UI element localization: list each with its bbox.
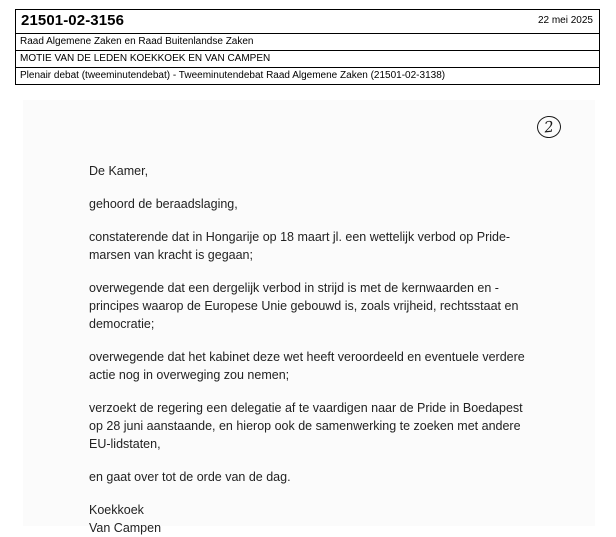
page-number-stamp: 2 [536,115,562,139]
motion-title-row: MOTIE VAN DE LEDEN KOEKKOEK EN VAN CAMPEN [16,50,599,67]
signatory: Van Campen [89,521,162,535]
document-date: 22 mei 2025 [537,15,593,26]
motion-page [23,100,595,535]
motion-paragraph: overwegende dat een dergelijk verbod in strijd is met de kernwaarden en -principes waarop de Europese Unie gebouwd is, zoals vrijheid, rechtsstaat en democratie; [89,281,519,331]
motion-paragraph: verzoekt de regering een delegatie af te vaardigen naar de Pride in Boedapest op 28 juni aanstaande, en hierop ook de samenwerking te zoeken met andere EU-lidstaten, [89,401,523,451]
signatory: Koekkoek [89,503,144,517]
signatures [89,501,529,537]
header-top-row [16,10,599,33]
motion-paragraph: overwegende dat het kabinet deze wet heeft veroordeeld en eventuele verdere actie nog in overweging zou nemen; [89,350,525,382]
motion-paragraph: constaterende dat in Hongarije op 18 maart jl. een wettelijk verbod op Pride-marsen van kracht is gegaan; [89,230,511,262]
document-number: 21501-02-3156 [21,12,125,29]
closing-clause: en gaat over tot de orde van de dag. [89,470,291,484]
debate-row: Plenair debat (tweeminutendebat) - Tweeminutendebat Raad Algemene Zaken (21501-02-3138) [16,67,599,84]
heard-clause: gehoord de beraadslaging, [89,197,238,211]
document-header [15,9,600,85]
committee-row: Raad Algemene Zaken en Raad Buitenlandse Zaken [16,33,599,50]
salutation: De Kamer, [89,164,149,178]
motion-body [89,162,529,537]
